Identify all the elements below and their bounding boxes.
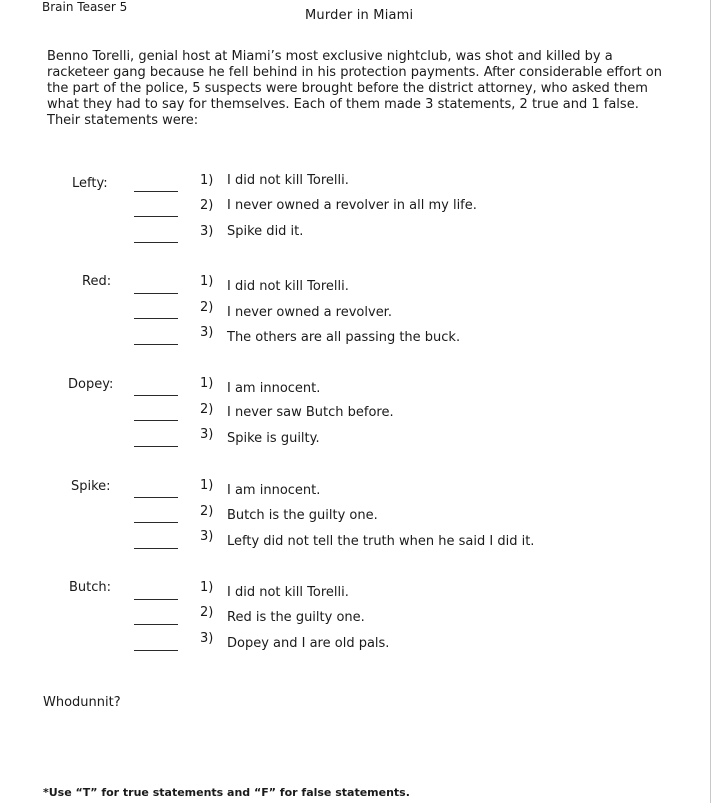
statement-number: 2) bbox=[200, 504, 214, 519]
suspect-name: Butch: bbox=[69, 580, 112, 595]
answer-blank-2[interactable] bbox=[134, 624, 178, 625]
statement-number: 2) bbox=[200, 402, 214, 417]
answer-blank-2[interactable] bbox=[134, 318, 178, 319]
answer-blank-1[interactable] bbox=[134, 599, 178, 600]
answer-blank-1[interactable] bbox=[134, 497, 178, 498]
statement-number: 1) bbox=[200, 580, 214, 595]
suspect-name: Dopey: bbox=[68, 377, 114, 392]
answer-blank-3[interactable] bbox=[134, 242, 178, 243]
statement-number: 1) bbox=[200, 478, 214, 493]
answer-blank-2[interactable] bbox=[134, 522, 178, 523]
statement-text: Butch is the guilty one. bbox=[227, 508, 378, 523]
answer-blank-1[interactable] bbox=[134, 293, 178, 294]
statement-number: 3) bbox=[200, 427, 214, 442]
page-title: Murder in Miami bbox=[305, 8, 414, 23]
statement-text: Spike did it. bbox=[227, 224, 304, 239]
statement-text: I never saw Butch before. bbox=[227, 405, 394, 420]
statement-text: Dopey and I are old pals. bbox=[227, 636, 390, 651]
answer-blank-2[interactable] bbox=[134, 420, 178, 421]
answer-blank-1[interactable] bbox=[134, 191, 178, 192]
intro-paragraph: Benno Torelli, genial host at Miami’s most exclusive nightclub, was shot and killed by a racketeer gang because he fell behind in his protection payments. After considerable effort on the part of the police, 5 suspects were brought before the district attorney, who asked them what they had to say for themselves. Each of them made 3 statements, 2 true and 1 false. Their statements were: bbox=[47, 49, 662, 128]
statement-number: 3) bbox=[200, 529, 214, 544]
statement-number: 1) bbox=[200, 274, 214, 289]
suspect-name: Lefty: bbox=[72, 176, 108, 191]
statement-text: Lefty did not tell the truth when he said I did it. bbox=[227, 534, 535, 549]
suspect-dopey bbox=[0, 377, 713, 457]
statement-text: I did not kill Torelli. bbox=[227, 585, 349, 600]
answer-blank-3[interactable] bbox=[134, 650, 178, 651]
statement-number: 1) bbox=[200, 376, 214, 391]
statement-text: Spike is guilty. bbox=[227, 431, 320, 446]
worksheet-label: Brain Teaser 5 bbox=[42, 0, 128, 14]
footnote: *Use “T” for true statements and “F” for false statements. bbox=[43, 786, 410, 799]
statement-text: I did not kill Torelli. bbox=[227, 173, 349, 188]
statement-number: 3) bbox=[200, 325, 214, 340]
answer-blank-1[interactable] bbox=[134, 395, 178, 396]
answer-blank-3[interactable] bbox=[134, 446, 178, 447]
statement-number: 2) bbox=[200, 605, 214, 620]
question-prompt: Whodunnit? bbox=[43, 695, 121, 710]
statement-text: I am innocent. bbox=[227, 483, 321, 498]
statement-text: The others are all passing the buck. bbox=[227, 330, 461, 345]
statement-number: 3) bbox=[200, 224, 214, 239]
suspect-spike bbox=[0, 479, 713, 559]
statement-text: Red is the guilty one. bbox=[227, 610, 365, 625]
answer-blank-3[interactable] bbox=[134, 344, 178, 345]
statement-text: I did not kill Torelli. bbox=[227, 279, 349, 294]
statement-number: 3) bbox=[200, 631, 214, 646]
statement-number: 2) bbox=[200, 300, 214, 315]
suspect-name: Spike: bbox=[71, 479, 111, 494]
suspect-name: Red: bbox=[82, 274, 112, 289]
suspect-red bbox=[0, 274, 713, 354]
statement-number: 2) bbox=[200, 198, 214, 213]
statement-text: I never owned a revolver. bbox=[227, 305, 392, 320]
answer-blank-2[interactable] bbox=[134, 216, 178, 217]
suspect-butch bbox=[0, 580, 713, 660]
statement-number: 1) bbox=[200, 173, 214, 188]
statement-text: I never owned a revolver in all my life. bbox=[227, 198, 477, 213]
suspect-lefty bbox=[0, 173, 713, 256]
statement-text: I am innocent. bbox=[227, 381, 321, 396]
answer-blank-3[interactable] bbox=[134, 548, 178, 549]
